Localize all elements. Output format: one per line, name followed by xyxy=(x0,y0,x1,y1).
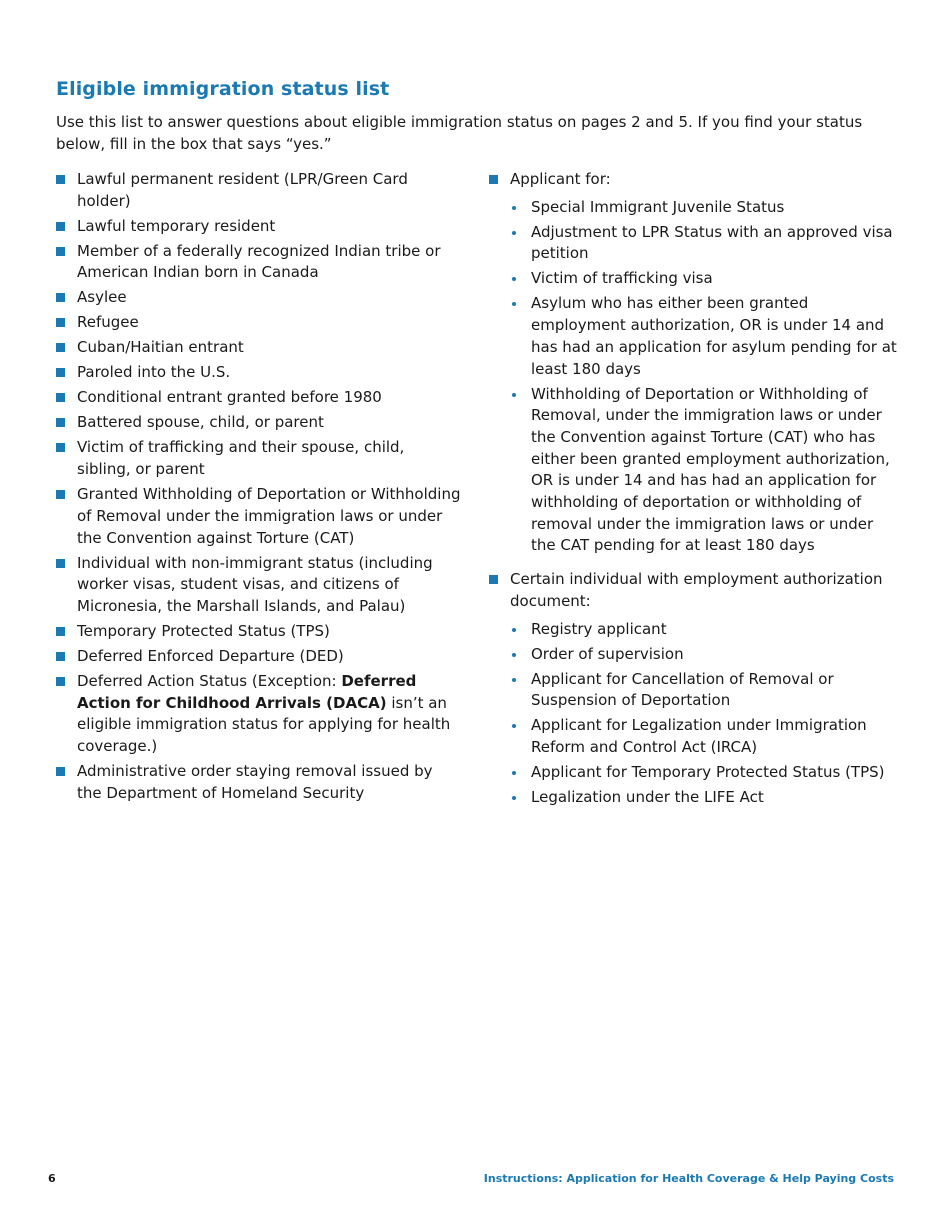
dot-bullet-icon xyxy=(512,393,516,397)
list-item-text: Member of a federally recognized Indian tribe or American Indian born in Canada xyxy=(77,241,441,282)
sub-list-item xyxy=(510,384,897,558)
square-bullet-icon xyxy=(56,559,65,568)
dot-bullet-icon xyxy=(512,628,516,632)
sub-list-item xyxy=(510,293,897,380)
list-item xyxy=(56,216,461,238)
list-item xyxy=(56,362,461,384)
square-bullet-icon xyxy=(56,443,65,452)
sub-item-text: Legalization under the LIFE Act xyxy=(531,787,764,806)
sub-item-text: Applicant for Legalization under Immigration Reform and Control Act (IRCA) xyxy=(531,716,867,756)
square-bullet-icon xyxy=(56,368,65,377)
group-label: Certain individual with employment authorization document: xyxy=(510,570,883,610)
daca-suffix: isn’t an eligible immigration status for applying for health coverage.) xyxy=(77,693,451,756)
dot-bullet-icon xyxy=(512,231,516,235)
list-item-text: Individual with non-immigrant status (including worker visas, student visas, and citizens of Micronesia, the Marshall Islands, and Palau) xyxy=(77,553,433,615)
list-item-text: Battered spouse, child, or parent xyxy=(77,413,324,432)
list-item-text: Refugee xyxy=(77,313,139,332)
daca-bold-text: Deferred Action for Childhood Arrivals (DACA) xyxy=(77,671,417,712)
sub-list-item xyxy=(510,762,897,784)
square-bullet-icon xyxy=(56,343,65,352)
sub-list-item xyxy=(510,669,897,712)
square-bullet-icon xyxy=(489,575,498,584)
list-item-text: Administrative order staying removal issued by the Department of Homeland Security xyxy=(77,762,433,802)
list-item-text: Victim of trafficking and their spouse, child, sibling, or parent xyxy=(77,438,405,479)
sub-list-item xyxy=(510,787,897,809)
sub-item-text: Adjustment to LPR Status with an approved visa petition xyxy=(531,222,893,263)
square-bullet-icon xyxy=(56,418,65,427)
list-item xyxy=(56,412,461,434)
list-item xyxy=(56,761,461,804)
dot-bullet-icon xyxy=(512,302,516,306)
square-bullet-icon xyxy=(56,652,65,661)
list-group-employment-authorization xyxy=(489,569,897,809)
dot-bullet-icon xyxy=(512,724,516,728)
list-item-daca xyxy=(56,671,461,758)
list-item xyxy=(56,337,461,359)
list-item xyxy=(56,169,461,212)
square-bullet-icon xyxy=(56,677,65,686)
dot-bullet-icon xyxy=(512,771,516,775)
square-bullet-icon xyxy=(56,318,65,327)
sub-list-item xyxy=(510,197,897,219)
dot-bullet-icon xyxy=(512,796,516,800)
list-item xyxy=(56,621,461,643)
sub-item-text: Special Immigrant Juvenile Status xyxy=(531,197,785,216)
sub-item-text: Applicant for Temporary Protected Status (TPS) xyxy=(531,762,885,781)
square-bullet-icon xyxy=(489,175,498,184)
square-bullet-icon xyxy=(56,175,65,184)
square-bullet-icon xyxy=(56,222,65,231)
sub-item-text: Order of supervision xyxy=(531,644,684,663)
list-item-text: Granted Withholding of Deportation or Withholding of Removal under the immigration laws or under the Convention against Torture (CAT) xyxy=(77,485,461,547)
square-bullet-icon xyxy=(56,293,65,302)
square-bullet-icon xyxy=(56,393,65,402)
sub-list-item xyxy=(510,644,897,666)
intro-paragraph: Use this list to answer questions about eligible immigration status on pages 2 and 5. If you find your status below, fill in the box that says “yes.” xyxy=(56,113,863,153)
sub-list-item xyxy=(510,619,897,641)
dot-bullet-icon xyxy=(512,206,516,210)
square-bullet-icon xyxy=(56,247,65,256)
sub-item-text: Registry applicant xyxy=(531,619,667,638)
left-status-list xyxy=(56,169,461,808)
dot-bullet-icon xyxy=(512,653,516,657)
list-item xyxy=(56,484,461,549)
list-item xyxy=(56,553,461,618)
list-item xyxy=(56,437,461,480)
sub-list-item xyxy=(510,715,897,758)
list-item-text: Asylee xyxy=(77,288,127,307)
daca-prefix: Deferred Action Status (Exception: xyxy=(77,671,342,690)
sub-item-text: Asylum who has either been granted employment authorization, OR is under 14 and has had an application for asylum pending for at least 180 days xyxy=(531,294,897,378)
sub-list xyxy=(510,197,897,557)
sub-list-item xyxy=(510,222,897,265)
sub-item-text: Victim of trafficking visa xyxy=(531,269,713,288)
list-item xyxy=(56,241,461,284)
right-status-list xyxy=(489,169,897,821)
sub-item-text: Applicant for Cancellation of Removal or Suspension of Deportation xyxy=(531,669,834,710)
dot-bullet-icon xyxy=(512,678,516,682)
list-item-text: Deferred Enforced Departure (DED) xyxy=(77,646,344,665)
list-item-text: Conditional entrant granted before 1980 xyxy=(77,388,382,407)
footer-document-title: Instructions: Application for Health Coverage & Help Paying Costs xyxy=(483,1172,894,1185)
dot-bullet-icon xyxy=(512,277,516,281)
list-item-text: Paroled into the U.S. xyxy=(77,363,231,382)
list-group-applicant-for xyxy=(489,169,897,557)
list-item xyxy=(56,387,461,409)
square-bullet-icon xyxy=(56,490,65,499)
group-label: Applicant for: xyxy=(510,170,611,188)
list-item-text: Cuban/Haitian entrant xyxy=(77,338,244,357)
page-number: 6 xyxy=(48,1172,56,1185)
sub-item-text: Withholding of Deportation or Withholding of Removal, under the immigration laws or under the Convention against Torture (CAT) who has either been granted employment authorization, OR is under 14 and has had an application for withholding of deportation or withholding of removal under the immigration laws or under the CAT pending for at least 180 days xyxy=(531,384,890,555)
list-item-text: Lawful permanent resident (LPR/Green Card holder) xyxy=(77,170,408,210)
list-item xyxy=(56,287,461,309)
list-item-text: Lawful temporary resident xyxy=(77,216,276,235)
sub-list-item xyxy=(510,268,897,290)
square-bullet-icon xyxy=(56,767,65,776)
list-item xyxy=(56,646,461,668)
list-item-text: Temporary Protected Status (TPS) xyxy=(77,621,330,640)
page-title: Eligible immigration status list xyxy=(56,78,390,100)
list-item xyxy=(56,312,461,334)
square-bullet-icon xyxy=(56,627,65,636)
sub-list xyxy=(510,619,897,809)
